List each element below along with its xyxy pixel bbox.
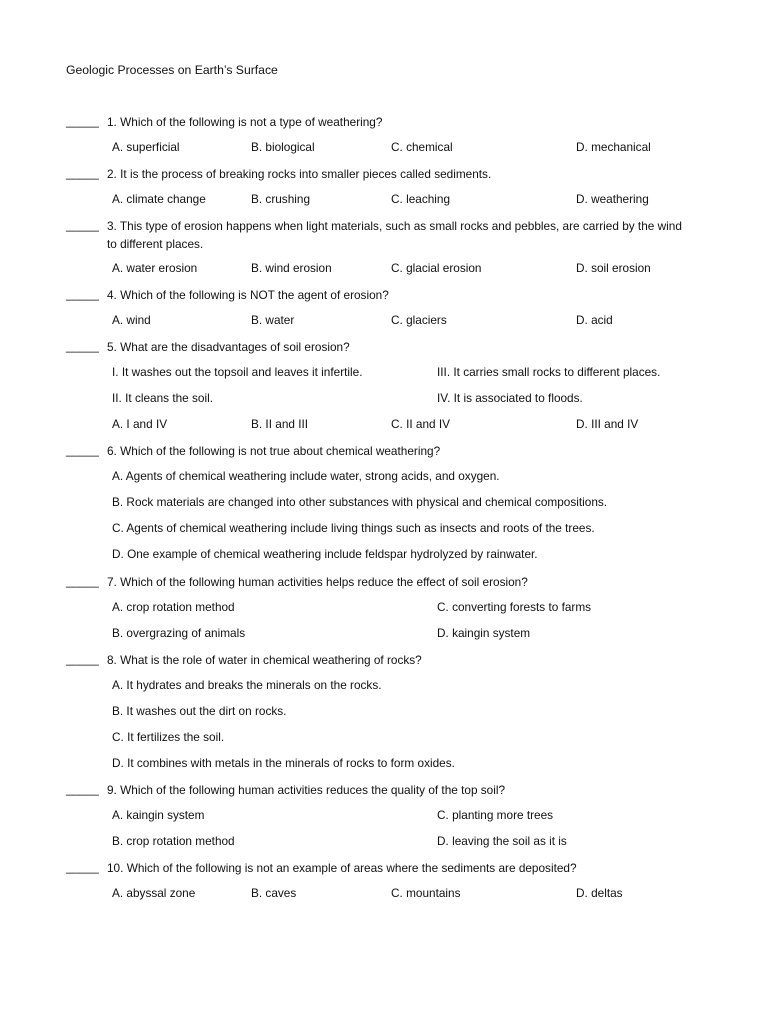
question-text [107, 782, 697, 799]
option-d: D. kaingin system [437, 626, 531, 640]
statement-i: I. It washes out the topsoil and leaves it infertile. [112, 365, 363, 379]
option-c: C. It fertilizes the soil. [112, 730, 225, 744]
option-b: B. II and III [251, 417, 309, 431]
question-number: 2. [107, 167, 117, 181]
option-b: B. wind erosion [251, 261, 332, 275]
statement-iii: III. It carries small rocks to different places. [437, 365, 661, 379]
question-prompt: Which of the following is not a type of weathering? [120, 115, 383, 129]
option-c: C. leaching [391, 192, 451, 206]
option-a: A. wind [112, 313, 151, 327]
option-b: B. crop rotation method [112, 834, 235, 848]
option-d: D. One example of chemical weathering include feldspar hydrolyzed by rainwater. [112, 547, 538, 561]
option-c: C. converting forests to farms [437, 600, 592, 614]
option-d: D. acid [576, 313, 613, 327]
question-prompt: This type of erosion happens when light materials, such as small rocks and pebbles, are carried by the wind to different places. [107, 219, 682, 251]
answer-blank[interactable]: _____ [66, 860, 99, 874]
option-d: D. deltas [576, 886, 623, 900]
option-a: A. I and IV [112, 417, 168, 431]
question-number: 5. [107, 340, 117, 354]
option-c: C. II and IV [391, 417, 451, 431]
statement-iv: IV. It is associated to floods. [437, 391, 583, 405]
question-text [107, 166, 697, 183]
answer-blank[interactable]: _____ [66, 443, 99, 457]
question-text [107, 339, 697, 356]
question-number: 1. [107, 115, 117, 129]
option-a: A. superficial [112, 140, 180, 154]
option-c: C. Agents of chemical weathering include living things such as insects and roots of the trees. [112, 521, 595, 535]
question-prompt: What are the disadvantages of soil erosion? [120, 340, 350, 354]
question-prompt: Which of the following human activities reduces the quality of the top soil? [120, 783, 506, 797]
option-c: C. glacial erosion [391, 261, 482, 275]
option-d: D. weathering [576, 192, 649, 206]
option-c: C. planting more trees [437, 808, 554, 822]
option-b: B. biological [251, 140, 315, 154]
option-d: D. soil erosion [576, 261, 651, 275]
question-prompt: What is the role of water in chemical weathering of rocks? [120, 653, 422, 667]
option-b: B. crushing [251, 192, 311, 206]
answer-blank[interactable]: _____ [66, 652, 99, 666]
option-a: A. kaingin system [112, 808, 205, 822]
question-number: 9. [107, 783, 117, 797]
option-b: B. water [251, 313, 295, 327]
question-prompt: Which of the following human activities helps reduce the effect of soil erosion? [120, 575, 528, 589]
option-c: C. mountains [391, 886, 461, 900]
question-number: 7. [107, 575, 117, 589]
question-prompt: Which of the following is not an example of areas where the sediments are deposited? [126, 861, 577, 875]
option-d: D. mechanical [576, 140, 651, 154]
question-number: 10. [107, 861, 124, 875]
question-number: 4. [107, 288, 117, 302]
option-a: A. crop rotation method [112, 600, 235, 614]
answer-blank[interactable]: _____ [66, 114, 99, 128]
question-text [107, 860, 697, 877]
answer-blank[interactable]: _____ [66, 574, 99, 588]
answer-blank[interactable]: _____ [66, 782, 99, 796]
option-d: D. III and IV [576, 417, 639, 431]
option-b: B. overgrazing of animals [112, 626, 246, 640]
option-a: A. Agents of chemical weathering include water, strong acids, and oxygen. [112, 469, 500, 483]
question-text [107, 114, 697, 131]
option-c: C. glaciers [391, 313, 447, 327]
option-a: A. climate change [112, 192, 206, 206]
answer-blank[interactable]: _____ [66, 166, 99, 180]
question-text [107, 443, 697, 460]
option-c: C. chemical [391, 140, 453, 154]
statement-ii: II. It cleans the soil. [112, 391, 213, 405]
option-a: A. water erosion [112, 261, 198, 275]
option-d: D. leaving the soil as it is [437, 834, 567, 848]
question-prompt: Which of the following is not true about chemical weathering? [120, 444, 441, 458]
option-a: A. abyssal zone [112, 886, 196, 900]
question-number: 3. [107, 219, 117, 233]
option-b: B. It washes out the dirt on rocks. [112, 704, 287, 718]
question-text [107, 287, 697, 304]
page-title: Geologic Processes on Earth’s Surface [66, 63, 278, 77]
option-a: A. It hydrates and breaks the minerals on the rocks. [112, 678, 382, 692]
question-text [107, 652, 697, 669]
question-number: 6. [107, 444, 117, 458]
answer-blank[interactable]: _____ [66, 339, 99, 353]
option-b: B. Rock materials are changed into other substances with physical and chemical compositions. [112, 495, 608, 509]
option-b: B. caves [251, 886, 297, 900]
question-text [107, 574, 697, 591]
question-prompt: It is the process of breaking rocks into smaller pieces called sediments. [120, 167, 492, 181]
question-number: 8. [107, 653, 117, 667]
option-d: D. It combines with metals in the minerals of rocks to form oxides. [112, 756, 455, 770]
question-prompt: Which of the following is NOT the agent of erosion? [120, 288, 389, 302]
question-text [107, 218, 692, 253]
answer-blank[interactable]: _____ [66, 287, 99, 301]
answer-blank[interactable]: _____ [66, 218, 99, 232]
